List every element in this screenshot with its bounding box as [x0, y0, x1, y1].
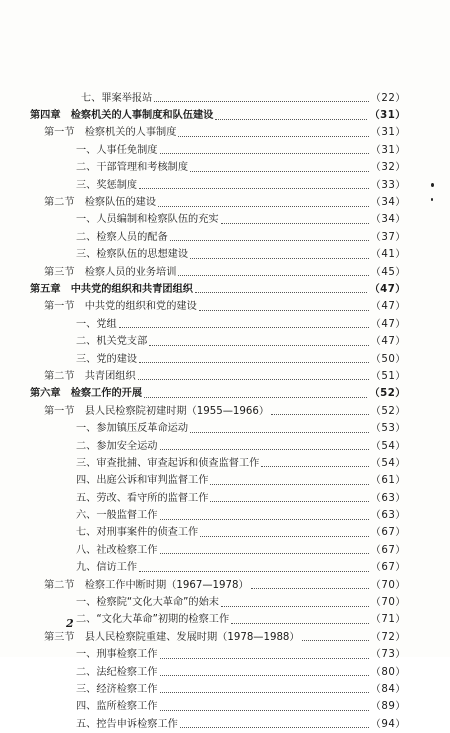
toc-entry-label: 第一节 县人民检察院初建时期（1955—1966）	[44, 405, 270, 417]
toc-entry-label: 一、党组	[76, 318, 117, 330]
dot-leader	[195, 292, 367, 293]
toc-entry-label: 七、罪案举报站	[81, 92, 153, 104]
dot-leader	[160, 675, 369, 676]
toc-entry-label: 第四章 检察机关的人事制度和队伍建设	[30, 110, 214, 122]
toc-entry-page: （51）	[370, 370, 406, 382]
toc-entry-item	[30, 160, 406, 177]
toc-entry-label: 第五章 中共党的组织和共青团组织	[30, 283, 193, 295]
toc-entry-page: （31）	[370, 144, 406, 156]
toc-entry-page: （54）	[370, 457, 406, 469]
dot-leader	[251, 588, 369, 589]
toc-entry-page: （47）	[370, 301, 406, 313]
toc-entry-page: （32）	[370, 162, 406, 174]
toc-entry-label: 六、一般监督工作	[76, 510, 158, 522]
toc-entry-label: 一、人员编制和检察队伍的充实	[76, 214, 219, 226]
toc-entry-page: （45）	[370, 266, 406, 278]
toc-entry-label: 一、刑事检察工作	[76, 649, 158, 661]
toc-entry-label: 第一节 检察机关的人事制度	[44, 127, 177, 139]
toc-entry-page: （63）	[370, 510, 406, 522]
toc-entry-page: （52）	[370, 405, 406, 417]
dot-leader	[160, 519, 369, 520]
toc-entry-label: 五、控告申诉检察工作	[76, 718, 178, 730]
toc-entry-label: 八、社改检察工作	[76, 544, 158, 556]
toc-entry-page: （80）	[370, 666, 406, 678]
dot-leader	[190, 432, 369, 433]
toc-entry-page: （84）	[370, 683, 406, 695]
toc-entry-page: （47）	[369, 283, 406, 295]
toc-entry-item-top	[30, 90, 406, 107]
dot-leader	[221, 223, 369, 224]
toc-entry-page: （31）	[370, 127, 406, 139]
dot-leader	[221, 606, 369, 607]
toc-entry-label: 一、检察院“文化大革命”的始末	[76, 597, 219, 609]
toc-entry-label: 二、参加安全运动	[76, 440, 158, 452]
dot-leader	[160, 710, 369, 711]
toc-entry-page: （31）	[369, 110, 406, 122]
toc-entry-item	[30, 229, 406, 246]
dot-leader	[139, 571, 369, 572]
dot-leader	[160, 449, 369, 450]
toc-entry-label: 三、检察队伍的思想建设	[76, 249, 189, 261]
toc-entry-label: 七、对刑事案件的侦查工作	[76, 527, 199, 539]
dot-leader	[231, 623, 368, 624]
toc-entry-chapter	[30, 386, 406, 403]
toc-entry-section	[30, 403, 406, 420]
dot-leader	[160, 153, 369, 154]
toc-entry-label: 三、党的建设	[76, 353, 138, 365]
toc-entry-label: 第三节 县人民检察院重建、发展时期（1978—1988）	[44, 631, 300, 643]
toc-entry-label: 九、信访工作	[76, 562, 138, 574]
toc-entry-page: （94）	[370, 718, 406, 730]
toc-entry-label: 五、劳改、看守所的监督工作	[76, 492, 209, 504]
dot-leader	[144, 397, 367, 398]
toc-entry-page: （53）	[370, 423, 406, 435]
toc-entry-page: （71）	[370, 614, 406, 626]
toc-entry-item	[30, 351, 406, 368]
toc-entry-item	[30, 612, 406, 629]
toc-entry-label: 第六章 检察工作的开展	[30, 388, 143, 400]
toc-entry-label: 三、经济检察工作	[76, 683, 158, 695]
toc-entry-section	[30, 125, 406, 142]
dot-leader	[210, 484, 368, 485]
toc-entry-page: （61）	[370, 475, 406, 487]
toc-entry-label: 二、干部管理和考核制度	[76, 162, 189, 174]
toc-entry-page: （67）	[370, 562, 406, 574]
toc-entry-label: 三、审查批捕、审查起诉和侦查监督工作	[76, 457, 260, 469]
toc-entry-label: 第二节 检察队伍的建设	[44, 197, 157, 209]
dot-leader	[210, 501, 368, 502]
toc-entry-label: 一、参加镇压反革命运动	[76, 423, 189, 435]
dot-leader	[200, 536, 368, 537]
toc-entry-page: （41）	[370, 249, 406, 261]
toc-entry-item	[30, 247, 406, 264]
toc-entry-page: （54）	[370, 440, 406, 452]
toc-entry-page: （47）	[370, 318, 406, 330]
dot-leader	[160, 692, 369, 693]
toc-entry-item	[30, 542, 406, 559]
toc-entry-label: 二、法纪检察工作	[76, 666, 158, 678]
toc-entry-page: （34）	[370, 214, 406, 226]
dot-leader	[160, 553, 369, 554]
toc-entry-label: 四、出庭公诉和审判监督工作	[76, 475, 209, 487]
toc-entry-page: （63）	[370, 492, 406, 504]
toc-entry-page: （73）	[370, 649, 406, 661]
toc-entry-item	[30, 560, 406, 577]
toc-entry-item	[30, 212, 406, 229]
dot-leader	[190, 171, 369, 172]
toc-entry-section	[30, 194, 406, 211]
toc-entry-item	[30, 594, 406, 611]
toc-entry-section	[30, 577, 406, 594]
dot-leader	[138, 379, 369, 380]
dot-leader	[158, 206, 369, 207]
dot-leader	[261, 466, 368, 467]
dot-leader	[180, 727, 369, 728]
dot-leader	[215, 119, 367, 120]
toc-entry-item	[30, 333, 406, 350]
print-speck	[431, 183, 434, 187]
toc-entry-page: （67）	[370, 544, 406, 556]
dot-leader	[271, 414, 369, 415]
dot-leader	[170, 240, 369, 241]
dot-leader	[160, 658, 369, 659]
toc-entry-section	[30, 629, 406, 646]
toc-entry-page: （37）	[370, 231, 406, 243]
toc-entry-item	[30, 647, 406, 664]
toc-entry-item	[30, 699, 406, 716]
dot-leader	[139, 188, 369, 189]
toc-entry-page: （52）	[369, 388, 406, 400]
toc-entry-page: （70）	[370, 579, 406, 591]
toc-entry-item	[30, 142, 406, 159]
page-number: 2	[66, 617, 74, 630]
toc-entry-item	[30, 525, 406, 542]
toc-entry-label: 二、“文化大革命”初期的检察工作	[76, 614, 230, 626]
toc-entry-item	[30, 716, 406, 733]
table-of-contents	[30, 90, 406, 733]
toc-entry-page: （34）	[370, 197, 406, 209]
toc-entry-page: （89）	[370, 701, 406, 713]
toc-entry-section	[30, 264, 406, 281]
toc-entry-label: 四、监所检察工作	[76, 701, 158, 713]
toc-entry-item	[30, 420, 406, 437]
toc-entry-label: 二、检察人员的配备	[76, 231, 168, 243]
dot-leader	[139, 362, 369, 363]
toc-entry-item	[30, 316, 406, 333]
dot-leader	[154, 101, 368, 102]
toc-entry-page: （67）	[370, 527, 406, 539]
toc-entry-item	[30, 473, 406, 490]
toc-entry-item	[30, 455, 406, 472]
toc-entry-page: （47）	[370, 336, 406, 348]
toc-entry-item	[30, 507, 406, 524]
toc-entry-item	[30, 438, 406, 455]
toc-entry-label: 第一节 中共党的组织和党的建设	[44, 301, 197, 313]
toc-entry-page: （33）	[370, 179, 406, 191]
dot-leader	[178, 136, 368, 137]
toc-entry-item	[30, 664, 406, 681]
toc-entry-page: （50）	[370, 353, 406, 365]
dot-leader	[119, 327, 369, 328]
dot-leader	[178, 275, 368, 276]
toc-entry-label: 第二节 检察工作中断时期（1967—1978）	[44, 579, 249, 591]
dot-leader	[149, 345, 368, 346]
toc-entry-label: 第三节 检察人员的业务培训	[44, 266, 177, 278]
toc-entry-section	[30, 299, 406, 316]
toc-entry-chapter	[30, 281, 406, 298]
toc-entry-item	[30, 490, 406, 507]
toc-entry-item	[30, 177, 406, 194]
print-speck	[431, 198, 433, 201]
toc-entry-page: （22）	[370, 92, 406, 104]
toc-entry-label: 二、机关党支部	[76, 336, 148, 348]
dot-leader	[302, 640, 369, 641]
toc-entry-label: 一、人事任免制度	[76, 144, 158, 156]
toc-entry-section	[30, 368, 406, 385]
toc-entry-label: 三、奖惩制度	[76, 179, 138, 191]
toc-entry-item	[30, 681, 406, 698]
toc-entry-label: 第二节 共青团组织	[44, 370, 136, 382]
toc-entry-chapter	[30, 107, 406, 124]
toc-entry-page: （70）	[370, 597, 406, 609]
dot-leader	[199, 310, 369, 311]
toc-entry-page: （72）	[370, 631, 406, 643]
dot-leader	[190, 258, 369, 259]
